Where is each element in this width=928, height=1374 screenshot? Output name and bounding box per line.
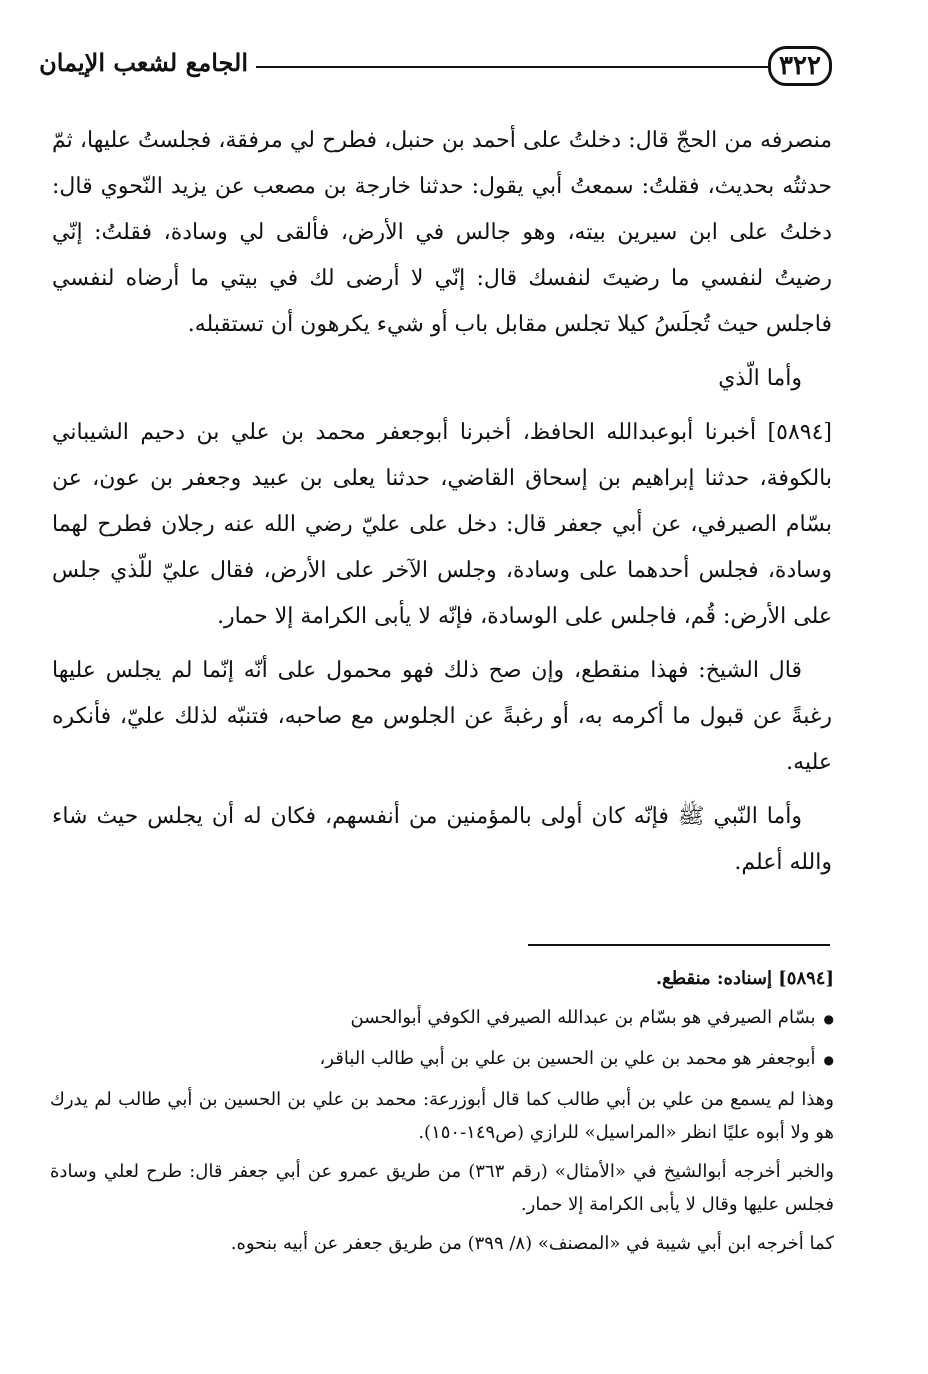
running-title: الجامع لشعب الإيمان — [39, 48, 248, 77]
footnote-note-3: كما أخرجه ابن أبي شيبة في «المصنف» (٨/ ٣٩٩) من طريق جعفر عن أبيه بنحوه. — [230, 1233, 834, 1254]
footnote-note-2: والخبر أخرجه أبوالشيخ في «الأمثال» (رقم ٣٦٣) من طريق عمرو عن أبي جعفر قال: طرح لعلي وسادة فجلس عليها وقال لا يأبى الكرامة إلا حمار. — [50, 1161, 834, 1215]
paragraph-4: قال الشيخ: فهذا منقطع، وإن صح ذلك فهو محمول على أنّه إنّما لم يجلس عليها رغبةً عن قبول ما أكرمه به، أو رغبةً عن الجلوس مع صاحبه، فتنبّه لذلك عليّ، فأنكره عليه. — [52, 658, 832, 775]
footnote-bullet-1: ● بسّام الصيرفي هو بسّام بن عبدالله الصيرفي الكوفي أبوالحسن — [50, 1001, 834, 1036]
page-number: ٣٢٢ — [768, 46, 832, 86]
footnotes — [50, 962, 834, 1266]
footnote-heading: [٥٨٩٤] إسناده: منقطع. — [655, 968, 834, 989]
footnote-note-1: وهذا لم يسمع من علي بن أبي طالب كما قال أبوزرعة: محمد بن علي بن الحسين بن أبي طالب لم يدرك هو ولا أبوه عليًا انظر «المراسيل» للرازي (ص١٤٩-١٥٠). — [50, 1089, 834, 1143]
page-header — [38, 42, 838, 98]
paragraph-1: منصرفه من الحجّ قال: دخلتُ على أحمد بن حنبل، فطرح لي مرفقة، فجلستُ عليها، ثمّ حدثتُه بحديث، فقلتُ: سمعتُ أبي يقول: حدثنا خارجة بن مصعب عن يزيد النّحوي قال: دخلتُ على ابن سيرين بيته، وهو جالس في الأرض، فألقى لي وسادة، فقلتُ: إنّي رضيتُ لنفسي ما رضيتَ لنفسك قال: إنّي لا أرضى لك في بيتي ما أرضاه لنفسي فاجلس حيث تُجلَسُ كيلا تجلس مقابل باب أو شيء يكرهون أن تستقبله. — [52, 128, 832, 337]
paragraph-5: وأما النّبي ﷺ فإنّه كان أولى بالمؤمنين من أنفسهم، فكان له أن يجلس حيث شاء والله أعلم. — [52, 804, 832, 875]
footnote-rule — [528, 944, 830, 946]
main-text — [52, 118, 832, 894]
header-rule — [256, 66, 768, 68]
paragraph-2: وأما الّذي — [718, 366, 802, 391]
paragraph-3: [٥٨٩٤] أخبرنا أبوعبدالله الحافظ، أخبرنا أبوجعفر محمد بن علي بن دحيم الشيباني بالكوفة، حدثنا إبراهيم بن إسحاق القاضي، حدثنا يعلى بن عبيد وجعفر بن عون، عن بسّام الصيرفي، عن أبي جعفر قال: دخل على عليّ رضي الله عنه رجلان فطرح لهما وسادة، فجلس أحدهما على وسادة، وجلس الآخر على الأرض، فقال عليّ للّذي جلس على الأرض: قُم، فاجلس على الوسادة، فإنّه لا يأبى الكرامة إلا حمار. — [52, 420, 832, 629]
footnote-bullet-2: ● أبوجعفر هو محمد بن علي بن الحسين بن علي بن أبي طالب الباقر، — [50, 1042, 834, 1077]
